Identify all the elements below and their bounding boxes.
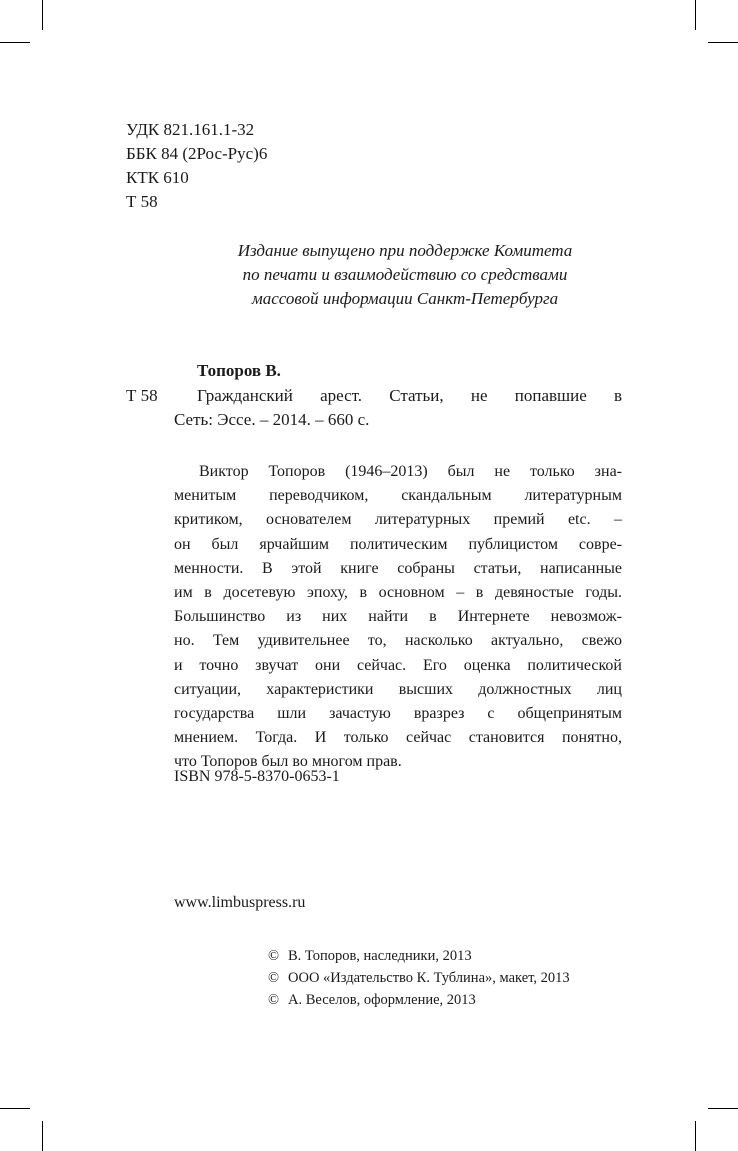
copyright-text: А. Веселов, оформление, 2013 <box>288 992 476 1008</box>
annotation <box>174 460 622 775</box>
annotation-line: Виктор Топоров (1946–2013) был не только зна- <box>199 463 622 480</box>
bibliographic-entry <box>174 384 622 432</box>
crop-mark-bottom-left-vertical <box>42 1121 43 1151</box>
copyright-line <box>268 989 570 1011</box>
annotation-line: критиком, основателем литературных премий etc. – <box>174 511 622 529</box>
annotation-line: Большинство из них найти в Интернете невозмож- <box>174 608 622 626</box>
annotation-line: что Топоров был во многом прав. <box>174 753 402 771</box>
classification-block <box>126 118 267 214</box>
ktk-code: КТК 610 <box>126 168 189 187</box>
copyright-line <box>268 945 570 967</box>
crop-mark-top-left-vertical <box>42 0 43 30</box>
annotation-line: мнением. Тогда. И только сейчас становится понятно, <box>174 729 622 747</box>
entry-title-line: Гражданский арест. Статьи, не попавшие в <box>197 386 622 405</box>
annotation-line: и точно звучат они сейчас. Его оценка политической <box>174 656 622 674</box>
website-link[interactable]: www.limbuspress.ru <box>174 894 306 911</box>
crop-mark-top-right-horizontal <box>708 42 738 43</box>
entry-details-line: Сеть: Эссе. – 2014. – 660 с. <box>174 410 370 429</box>
copyright-icon: © <box>268 992 280 1008</box>
copyright-line <box>268 967 570 989</box>
copyright-icon: © <box>268 948 280 964</box>
copyright-text: ООО «Издательство К. Тублина», макет, 2013 <box>288 970 570 986</box>
bbk-code: ББК 84 (2Рос-Рус)6 <box>126 144 268 163</box>
crop-mark-bottom-right-vertical <box>695 1121 696 1151</box>
udk-code: УДК 821.161.1-32 <box>126 120 255 139</box>
author-name: Топоров В. <box>197 361 281 380</box>
entry-code: Т 58 <box>126 386 158 405</box>
crop-mark-bottom-right-horizontal <box>708 1108 738 1109</box>
annotation-line: государства шли зачастую вразрез с общепринятым <box>174 705 622 723</box>
support-line: массовой информации Санкт-Петербурга <box>251 289 559 308</box>
crop-mark-bottom-left-horizontal <box>0 1108 30 1109</box>
annotation-line: он был ярчайшим политическим публицистом совре- <box>174 535 622 553</box>
isbn: ISBN 978-5-8370-0653-1 <box>174 768 340 785</box>
annotation-line: им в досетевую эпоху, в основном – в девяностые годы. <box>174 584 622 602</box>
annotation-line: ситуации, характеристики высших должностных лиц <box>174 680 622 698</box>
support-line: Издание выпущено при поддержке Комитета <box>237 241 573 260</box>
annotation-line: менитым переводчиком, скандальным литературным <box>174 487 622 505</box>
copyright-text: В. Топоров, наследники, 2013 <box>288 948 472 964</box>
support-line: по печати и взаимодействию со средствами <box>242 265 568 284</box>
annotation-line: но. Тем удивительнее то, насколько актуально, свежо <box>174 632 622 650</box>
crop-mark-top-left-horizontal <box>0 42 30 43</box>
author-sign: Т 58 <box>126 192 158 211</box>
annotation-line: менности. В этой книге собраны статьи, написанные <box>174 559 622 577</box>
support-note <box>190 239 620 311</box>
copyright-icon: © <box>268 970 280 986</box>
crop-mark-top-right-vertical <box>695 0 696 30</box>
copyright-block <box>268 945 570 1011</box>
